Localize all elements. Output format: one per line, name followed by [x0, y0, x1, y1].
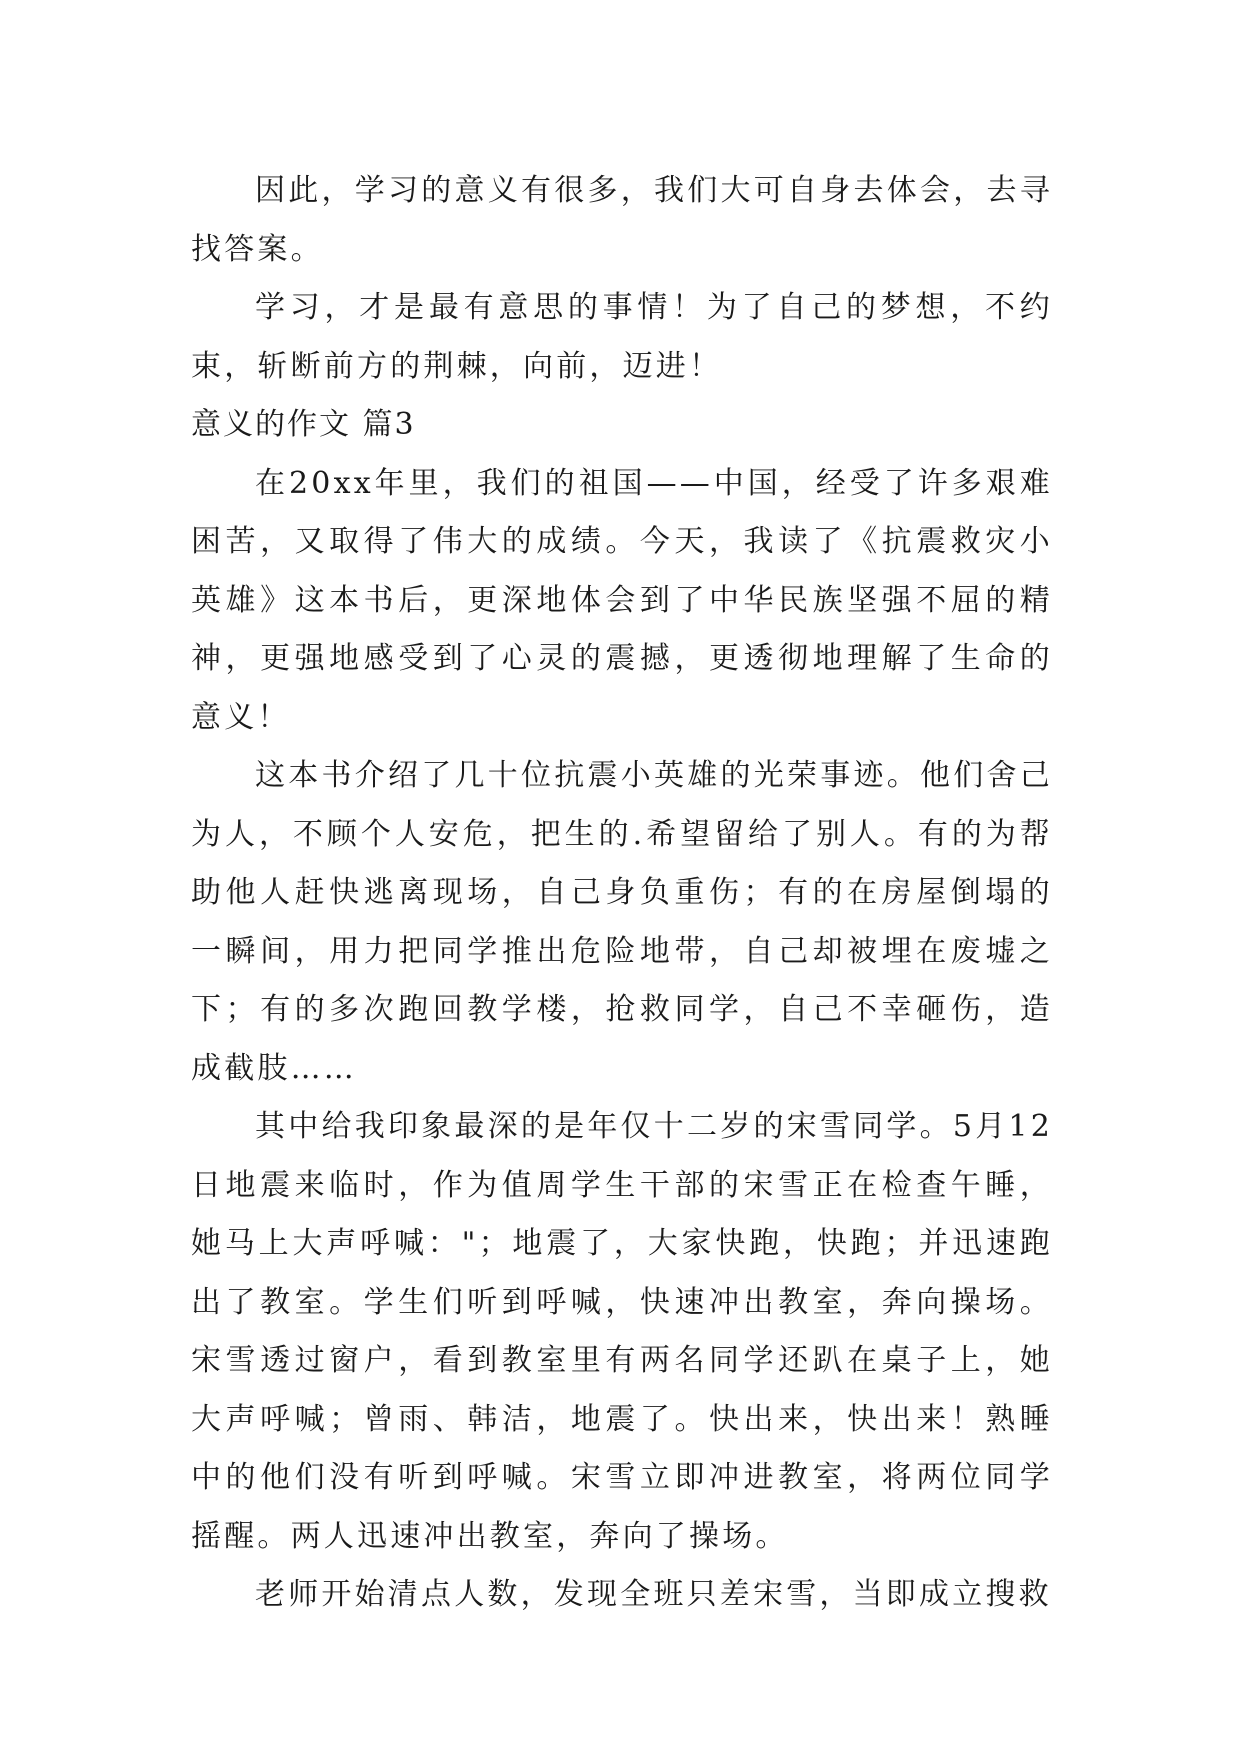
paragraph-teacher: 老师开始清点人数，发现全班只差宋雪，当即成立搜救	[255, 1577, 1052, 1612]
paragraph-heroes: 这本书介绍了几十位抗震小英雄的光荣事迹。他们舍己为人，不顾个人安危，把生的.希望留给了别人。有的为帮助他人赶快逃离现场，自己身负重伤；有的在房屋倒塌的一瞬间，用力把同学推出危险地带，自己却被埋在废墟之下；有的多次跑回教学楼，抢救同学，自己不幸砸伤，造成截肢……	[191, 758, 1053, 1086]
paragraph-dream: 学习，才是最有意思的事情！为了自己的梦想，不约束，斩断前方的荆棘，向前，迈进！	[191, 290, 1053, 384]
paragraph-conclusion: 因此，学习的意义有很多，我们大可自身去体会，去寻找答案。	[191, 173, 1053, 267]
document-body	[191, 162, 1053, 1625]
paragraph-intro: 在20xx年里，我们的祖国——中国，经受了许多艰难困苦，又取得了伟大的成绩。今天，我读了《抗震救灾小英雄》这本书后，更深地体会到了中华民族坚强不屈的精神，更强地感受到了心灵的震撼，更透彻地理解了生命的意义！	[191, 465, 1053, 735]
essay-heading: 意义的作文 篇3	[191, 407, 416, 442]
paragraph-song-xue: 其中给我印象最深的是年仅十二岁的宋雪同学。5月12日地震来临时，作为值周学生干部的宋雪正在检查午睡，她马上大声呼喊："；地震了，大家快跑，快跑；并迅速跑出了教室。学生们听到呼喊，快速冲出教室，奔向操场。宋雪透过窗户，看到教室里有两名同学还趴在桌子上，她大声呼喊；曾雨、韩洁，地震了。快出来，快出来！熟睡中的他们没有听到呼喊。宋雪立即冲进教室，将两位同学摇醒。两人迅速冲出教室，奔向了操场。	[191, 1109, 1053, 1554]
